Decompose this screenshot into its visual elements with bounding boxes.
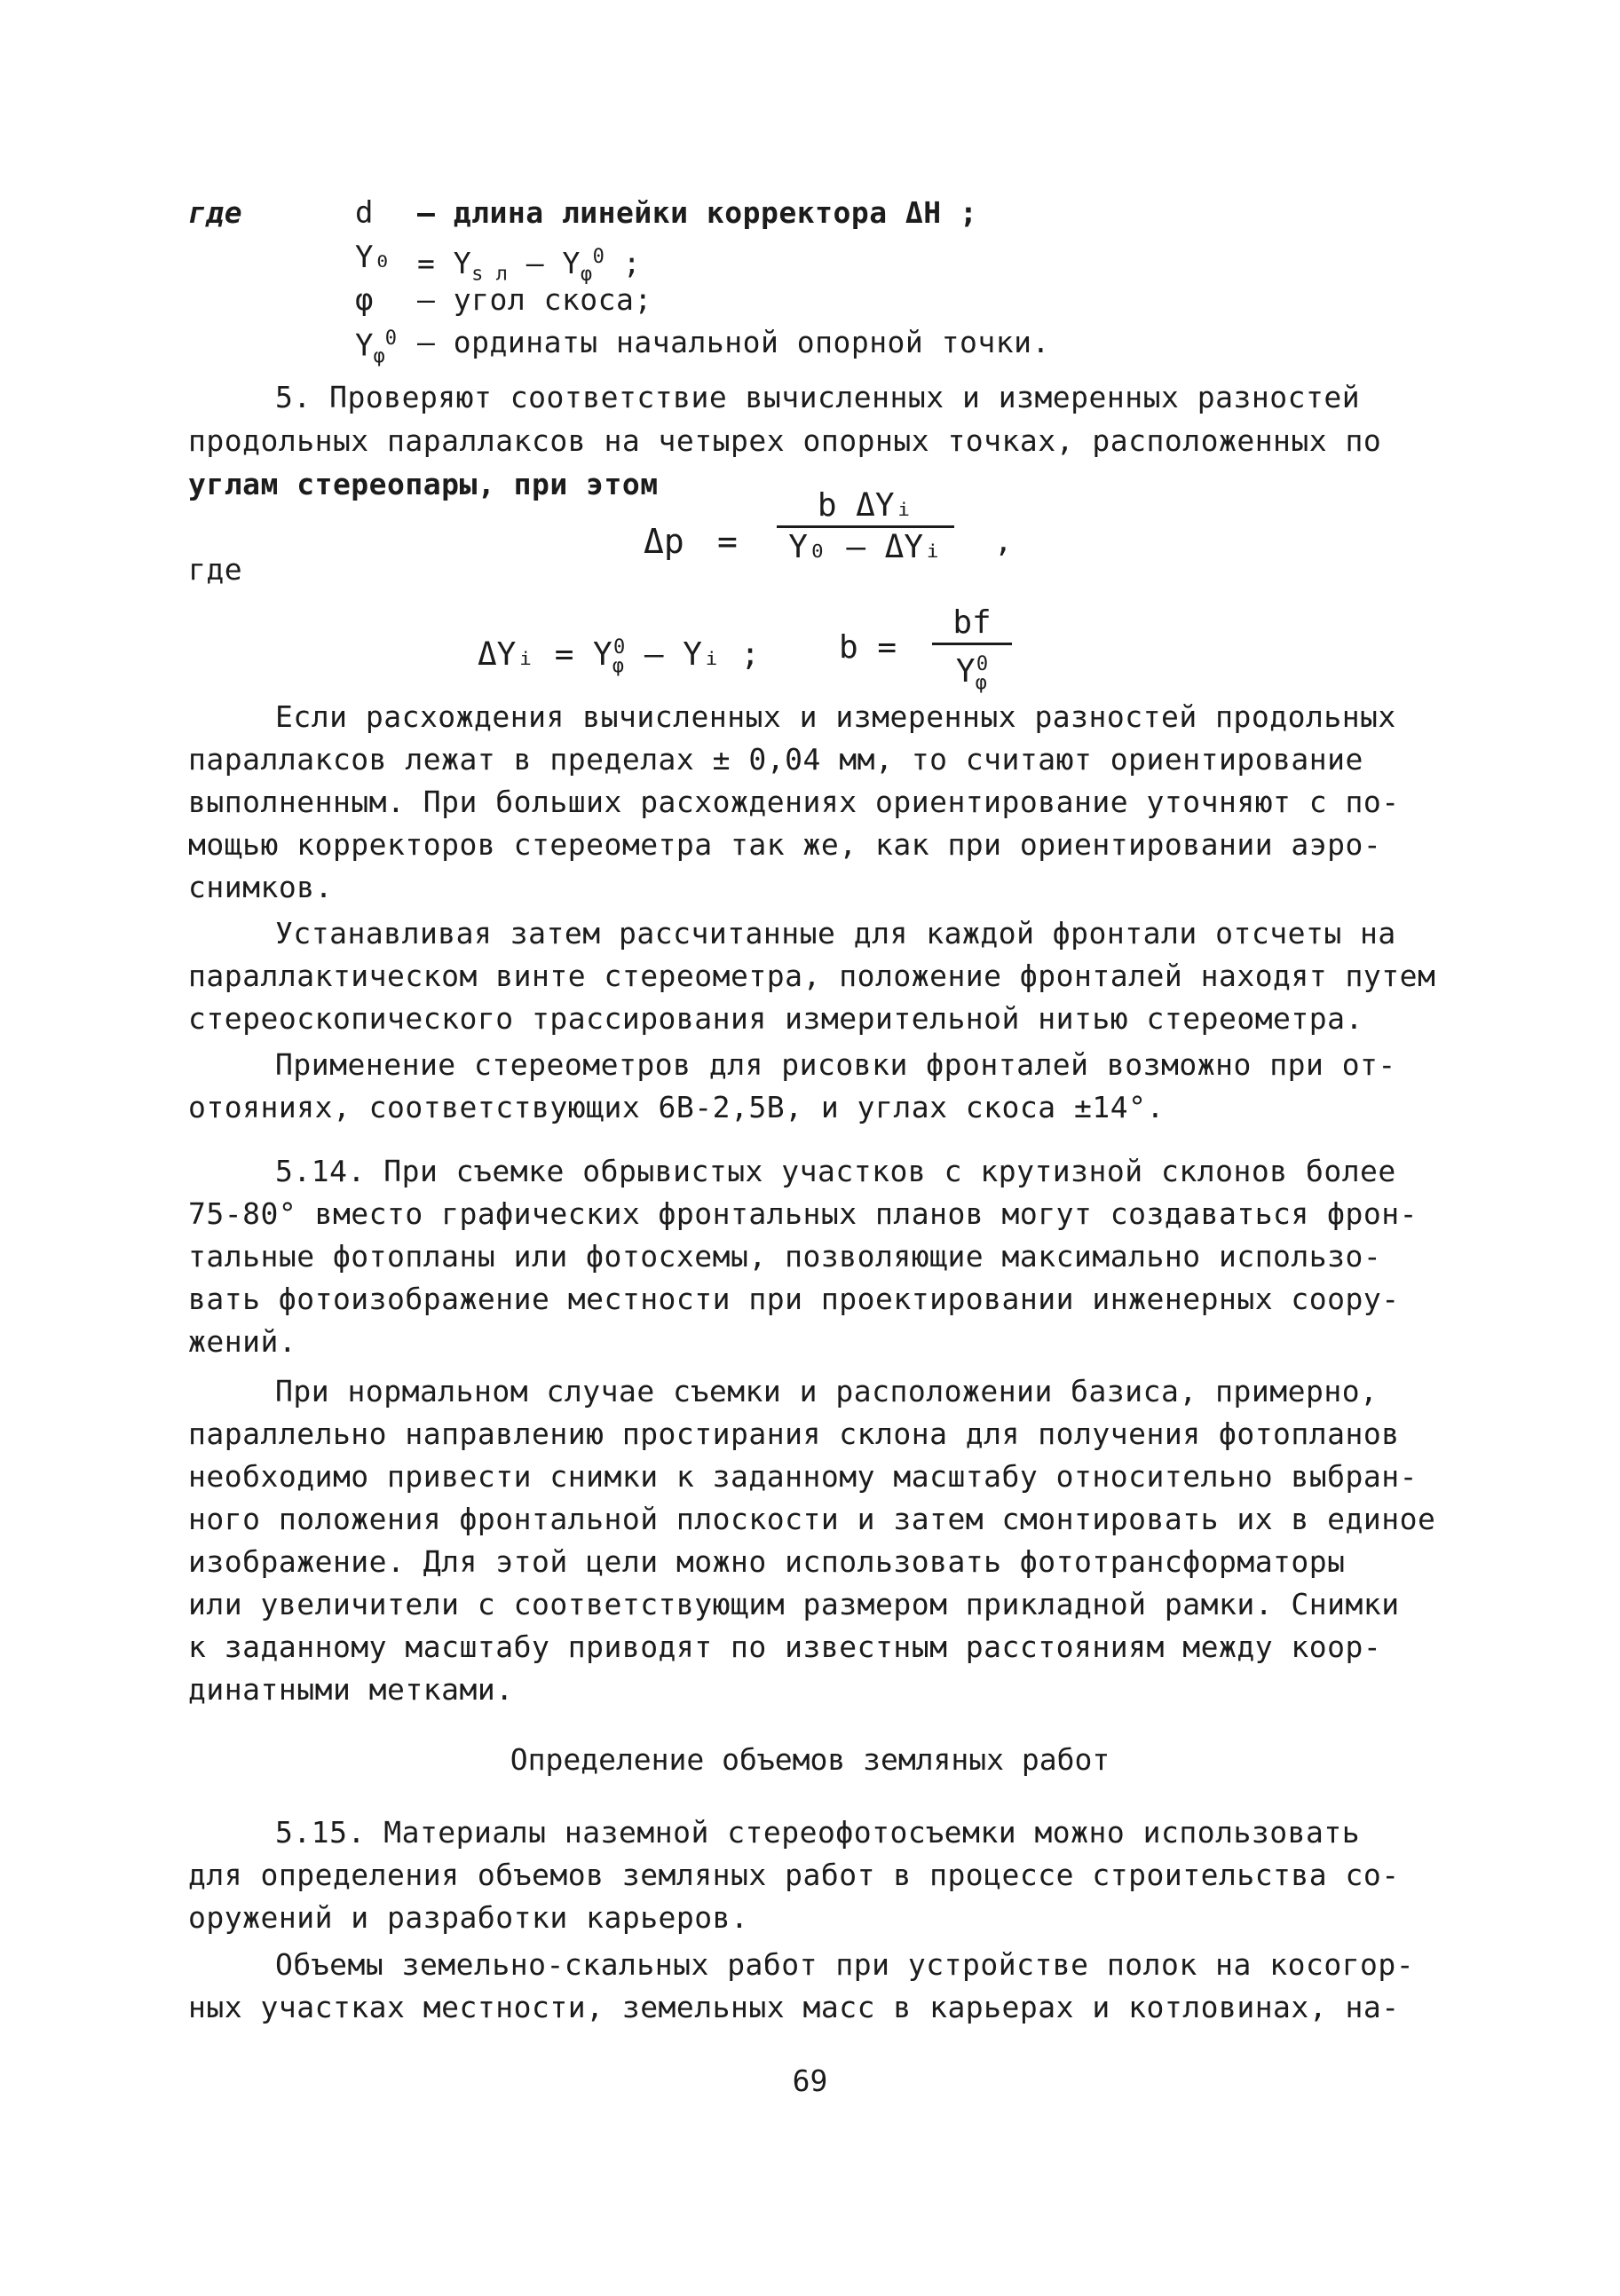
para515-line-2: для определения объемов земляных работ в процессе строительства со- [188,1858,1400,1892]
where-label-2: где [188,552,243,587]
para-check-line-4: мощью корректоров стереометра так же, как при ориентировании аэро- [188,827,1382,862]
formula1-fraction [777,486,954,567]
formula1-comma: , [994,524,1013,559]
where-label: где [188,195,243,230]
formula1-lhs: Δp [644,522,684,561]
para-normal-line-7: к заданному масштабу приводят по известным расстояниям между коор- [188,1629,1382,1664]
para515-line-3: оружений и разработки карьеров. [188,1900,749,1935]
formula1-numerator: b ΔYᵢ [817,487,914,524]
para514-line-5: жений. [188,1324,297,1359]
def-desc-d: – длина линейки корректора ΔH ; [417,195,978,230]
para-check-line-5: снимков. [188,870,333,904]
para-use-line-2: отояниях, соответствующих 6B-2,5B, и углах скоса ±14°. [188,1090,1165,1124]
formula1-eq: = [717,522,738,561]
para514-line-3: тальные фотопланы или фотосхемы, позволяющие максимально использо- [188,1239,1382,1274]
def-symbol-phi: φ [355,282,374,318]
para-normal-line-5: изображение. Для этой цели можно использовать фототрансформаторы [188,1544,1346,1579]
para514-line-2: 75-80° вместо графических фронтальных планов могут создаваться фрон- [188,1196,1418,1231]
def-symbol-yphi0: $Y_\varphi^0$ [355,327,397,368]
section-title: Определение объемов земляных работ [510,1742,1110,1777]
para5-line-2: продольных параллаксов на четырех опорных точках, расположенных по [188,423,1382,458]
para-set-line-1: Устанавливая затем рассчитанные для каждой фронтали отсчеты на [275,916,1396,951]
def-desc-phi: – угол скоса; [417,282,652,317]
para5-line-1: 5. Проверяют соответствие вычисленных и измеренных разностей [275,380,1361,414]
para-use-line-1: Применение стереометров для рисовки фронталей возможно при от- [275,1047,1396,1082]
para-check-line-1: Если расхождения вычисленных и измеренных разностей продольных [275,699,1396,734]
para-volume-line-1: Объемы земельно-скальных работ при устройстве полок на косогор- [275,1947,1415,1982]
para-normal-line-4: ного положения фронтальной плоскости и затем смонтировать их в единое [188,1502,1436,1536]
para-volume-line-2: ных участках местности, земельных масс в карьерах и котловинах, на- [188,1990,1400,2024]
para-normal-line-3: необходимо привести снимки к заданному масштабу относительно выбран- [188,1459,1418,1494]
para514-line-4: вать фотоизображение местности при проектировании инженерных соору- [188,1282,1400,1316]
def-symbol-d: d [355,195,374,231]
para-check-line-3: выполненным. При больших расхождениях ориентирование уточняют с по- [188,785,1400,819]
def-symbol-y0: Y₀ [355,240,391,275]
para-normal-line-8: динатными метками. [188,1672,514,1707]
def-desc-yphi0: – ординаты начальной опорной точки. [417,325,1050,359]
page-number: 69 [792,2063,828,2098]
para-normal-line-6: или увеличители с соответствующим размером прикладной рамки. Снимки [188,1587,1400,1621]
para515-line-1: 5.15. Материалы наземной стереофотосъемки можно использовать [275,1815,1361,1850]
formula2-denominator: $Y_\varphi^0$ [932,643,1012,703]
formula1-denominator: Y₀ – ΔYᵢ [777,525,954,567]
para5-line-3: углам стереопары, при этом [188,467,659,501]
para-set-line-3: стереоскопического трассирования измерительной нитью стереометра. [188,1001,1363,1036]
formula2-fraction [932,604,1012,703]
formula2-b-lhs: b = [839,629,897,666]
para-normal-line-1: При нормальном случае съемки и расположении базиса, примерно, [275,1374,1379,1408]
para-set-line-2: параллактическом винте стереометра, положение фронталей находят путем [188,959,1436,993]
para-normal-line-2: параллельно направлению простирания склона для получения фотопланов [188,1416,1400,1451]
para-check-line-2: параллаксов лежат в пределах ± 0,04 мм, то считают ориентирование [188,742,1363,777]
formula2-delta-y: ΔYᵢ = $Y_\varphi^0$ – Yᵢ ; [478,636,760,678]
formula2-numerator: bf [952,604,992,641]
def-desc-y0: = $Y_{s л} - Y_\varphi^0$ ; [417,246,642,286]
para514-line-1: 5.14. При съемке обрывистых участков с крутизной склонов более [275,1154,1396,1188]
